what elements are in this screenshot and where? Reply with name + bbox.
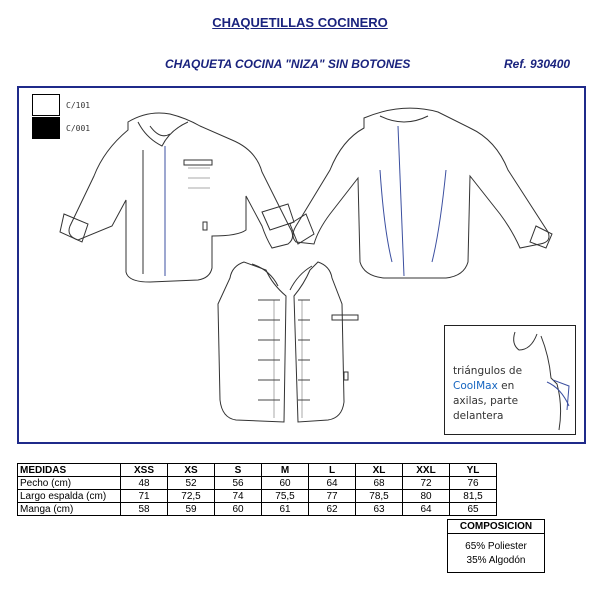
table-cell: 68	[356, 477, 403, 490]
header-size-xss: XSS	[121, 464, 168, 477]
table-row	[18, 477, 497, 490]
table-row	[18, 503, 497, 516]
header-size-xl: XL	[356, 464, 403, 477]
table-cell: 80	[403, 490, 450, 503]
composition-line-cotton: 35% Algodón	[466, 555, 526, 566]
table-cell: 58	[121, 503, 168, 516]
row-label-manga: Manga (cm)	[18, 503, 121, 516]
table-cell: 78,5	[356, 490, 403, 503]
composition-body	[448, 534, 544, 572]
coolmax-note-line-1: triángulos de	[453, 365, 523, 377]
composition-title: COMPOSICION	[448, 520, 544, 534]
composition-box	[447, 519, 545, 573]
table-cell: 62	[309, 503, 356, 516]
table-cell: 65	[450, 503, 497, 516]
swatch-code-black: C/001	[66, 124, 91, 133]
table-cell: 52	[168, 477, 215, 490]
table-cell: 75,5	[262, 490, 309, 503]
product-reference: Ref. 930400	[504, 57, 571, 71]
header-size-l: L	[309, 464, 356, 477]
row-label-pecho: Pecho (cm)	[18, 477, 121, 490]
table-cell: 72,5	[168, 490, 215, 503]
measurements-header-row	[18, 464, 497, 477]
table-cell: 61	[262, 503, 309, 516]
measurements-table	[17, 463, 497, 516]
table-cell: 77	[309, 490, 356, 503]
swatch-code-white: C/101	[66, 101, 91, 110]
coolmax-note-line-3: axilas, parte	[453, 395, 519, 407]
vest-front-drawing	[218, 262, 358, 422]
composition-line-polyester: 65% Poliester	[465, 541, 527, 552]
table-cell: 59	[168, 503, 215, 516]
table-cell: 60	[262, 477, 309, 490]
table-cell: 63	[356, 503, 403, 516]
header-size-xxl: XXL	[403, 464, 450, 477]
header-size-yl: YL	[450, 464, 497, 477]
table-row	[18, 490, 497, 503]
page-title: CHAQUETILLAS COCINERO	[212, 15, 388, 30]
table-cell: 60	[215, 503, 262, 516]
jacket-back-drawing	[290, 108, 552, 278]
jacket-front-drawing	[60, 113, 294, 282]
table-cell: 72	[403, 477, 450, 490]
header-size-xs: XS	[168, 464, 215, 477]
table-cell: 48	[121, 477, 168, 490]
header-size-s: S	[215, 464, 262, 477]
header-medidas: MEDIDAS	[18, 464, 121, 477]
coolmax-note	[453, 364, 522, 424]
coolmax-note-line-4: delantera	[453, 410, 504, 422]
coolmax-detail-inset	[444, 325, 576, 435]
table-cell: 76	[450, 477, 497, 490]
table-cell: 64	[309, 477, 356, 490]
row-label-largo-espalda: Largo espalda (cm)	[18, 490, 121, 503]
coolmax-note-line-2	[453, 379, 522, 394]
table-cell: 56	[215, 477, 262, 490]
table-cell: 71	[121, 490, 168, 503]
header-size-m: M	[262, 464, 309, 477]
coolmax-brand-text: CoolMax	[453, 380, 498, 392]
table-cell: 81,5	[450, 490, 497, 503]
product-name: CHAQUETA COCINA "NIZA" SIN BOTONES	[165, 57, 411, 71]
coolmax-note-line-2-tail: en	[497, 380, 515, 392]
table-cell: 74	[215, 490, 262, 503]
table-cell: 64	[403, 503, 450, 516]
